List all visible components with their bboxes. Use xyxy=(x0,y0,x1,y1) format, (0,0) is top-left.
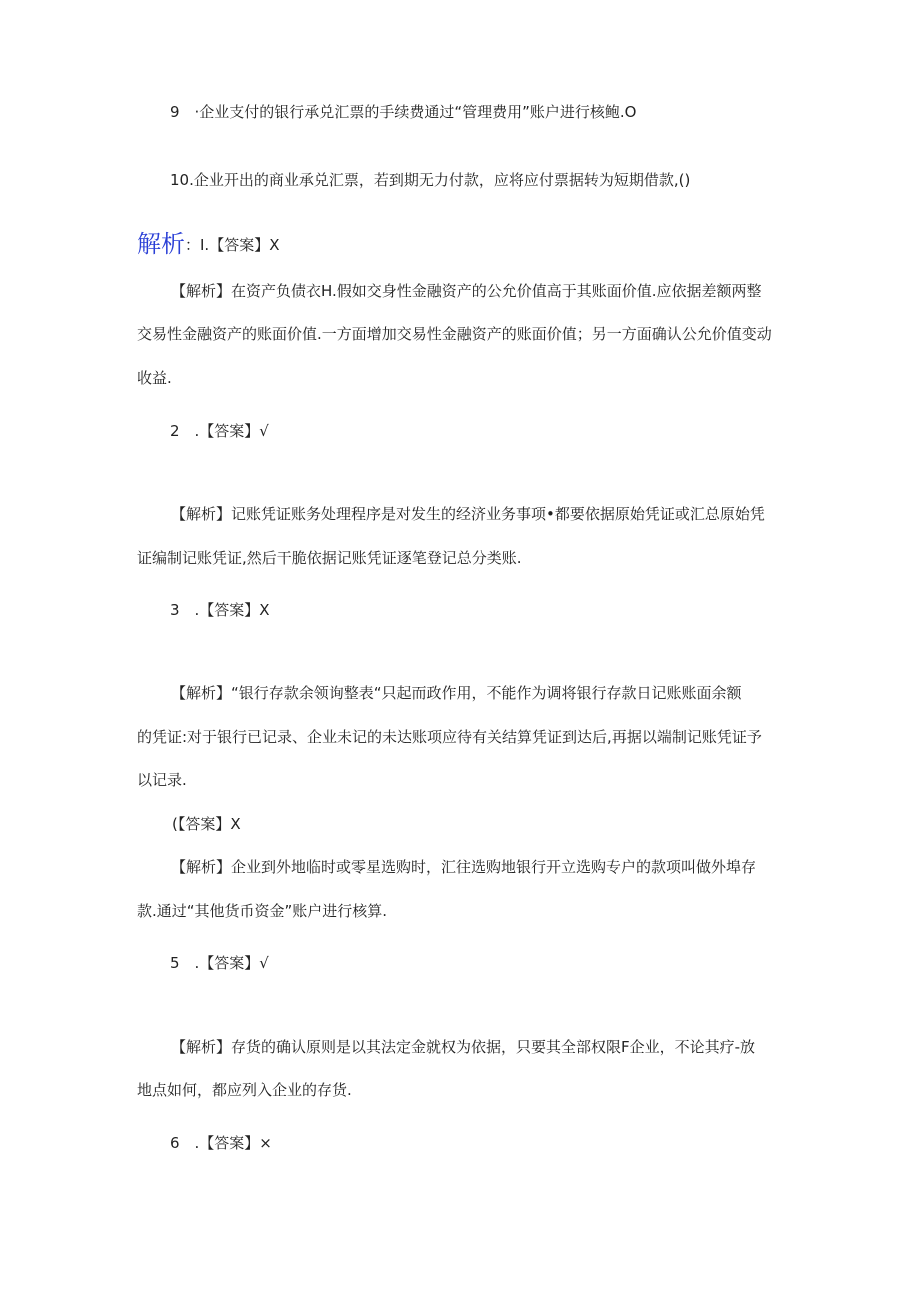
explanation-1-line-2: 交易性金融资产的账面价值.一方面增加交易性金融资产的账面价值；另一方面确认公允价值变动 xyxy=(137,325,772,343)
explanation-3-line-1: 【解析】“银行存款余领询整表“只起而政作用，不能作为调将银行存款日记账账面余额 xyxy=(171,684,742,702)
answer-6-label: 6 .【答案】× xyxy=(170,1134,272,1152)
explanation-2-line-2: 证编制记账凭证,然后干脆依据记账凭证逐笔登记总分类账. xyxy=(137,549,522,567)
explanation-3-line-3: 以记录. xyxy=(137,771,187,789)
answer-3-label: 3 .【答案】X xyxy=(170,601,270,619)
explanation-5-line-1: 【解析】存货的确认原则是以其法定金就权为依据，只要其全部权限F企业，不论其疗-放 xyxy=(171,1038,756,1056)
explanation-3-line-2: 的凭证:对于银行已记录、企业未记的未达账项应待有关结算凭证到达后,再据以端制记账凭证予 xyxy=(137,728,762,746)
answer-2-label: 2 .【答案】√ xyxy=(170,422,269,440)
question-9: 9 ·企业支付的银行承兑汇票的手续费通过“管理费用”账户进行核鲍.O xyxy=(170,103,637,121)
answer-section-heading xyxy=(137,232,279,257)
answer-4-label: (【答案】X xyxy=(172,815,241,833)
explanation-4-line-2: 款.通过“其他货币资金”账户进行核算. xyxy=(137,902,388,920)
explanation-2-line-1: 【解析】记账凭证账务处理程序是对发生的经济业务事项•都要依据原始凭证或汇总原始凭 xyxy=(171,505,765,523)
answer-5-label: 5 .【答案】√ xyxy=(170,954,269,972)
answer-1-label: ：I.【答案】X xyxy=(185,236,280,254)
question-10: 10.企业开出的商业承兑汇票，若到期无力付款，应将应付票据转为短期借款,() xyxy=(170,171,691,189)
explanation-4-line-1: 【解析】企业到外地临时或零星选购时，汇往选购地银行开立选购专户的款项叫做外埠存 xyxy=(171,858,757,876)
analysis-heading-label: 解析 xyxy=(137,230,185,258)
explanation-1-line-3: 收益. xyxy=(137,369,172,387)
explanation-1-line-1: 【解析】在资产负债衣H.假如交身性金融资产的公允价值高于其账面价值.应依据差额两整 xyxy=(171,282,762,300)
explanation-5-line-2: 地点如何，都应列入企业的存货. xyxy=(137,1081,352,1099)
